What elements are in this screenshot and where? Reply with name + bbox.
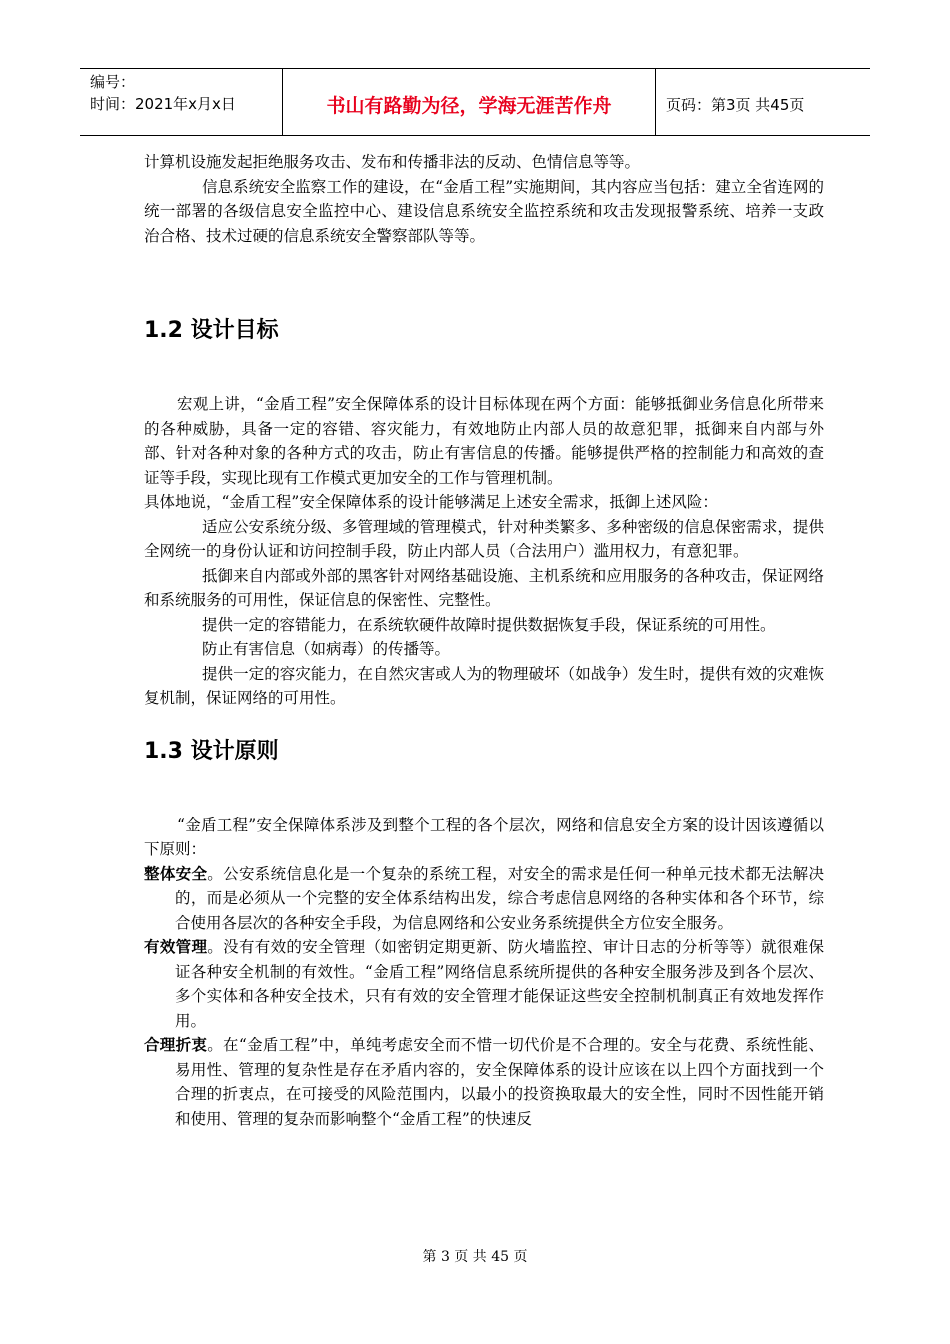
paragraph: 适应公安系统分级、多管理域的管理模式，针对种类繁多、多种密级的信息保密需求，提供全网统一的身份认证和访问控制手段，防止内部人员（合法用户）滥用权力，有意犯罪。 [144, 517, 824, 560]
principle-reasonable-compromise [144, 1033, 824, 1131]
principle-term: 合理折衷 [144, 1036, 208, 1054]
paragraph: 具体地说，“金盾工程”安全保障体系的设计能够满足上述安全需求，抵御上述风险： [144, 493, 718, 511]
header-motto: 书山有路勤为径，学海无涯苦作舟 [282, 69, 656, 135]
header-time: 时间：2021年x月x日 [90, 95, 236, 113]
paragraph: 提供一定的容错能力，在系统软硬件故障时提供数据恢复手段，保证系统的可用性。 [202, 615, 776, 634]
paragraph: 提供一定的容灾能力，在自然灾害或人为的物理破坏（如战争）发生时，提供有效的灾难恢复机制，保证网络的可用性。 [144, 664, 824, 707]
paragraph: 抵御来自内部或外部的黑客针对网络基础设施、主机系统和应用服务的各种攻击，保证网络和系统服务的可用性，保证信息的保密性、完整性。 [144, 566, 824, 609]
header-number: 编号： [90, 73, 136, 91]
principle-text: 。没有有效的安全管理（如密钥定期更新、防火墙监控、审计日志的分析等等）就很难保证各种安全机制的有效性。“金盾工程”网络信息系统所提供的各种安全服务涉及到各个层次、多个实体和各种安全技术，只有有效的安全管理才能保证这些安全控制机制真正有效地发挥作用。 [175, 938, 824, 1030]
principle-text: 。公安系统信息化是一个复杂的系统工程，对安全的需求是任何一种单元技术都无法解决的，而是必须从一个完整的安全体系结构出发，综合考虑信息网络的各种实体和各个环节，综合使用各层次的各种安全手段，为信息网络和公安业务系统提供全方位安全服务。 [175, 864, 824, 932]
page-header [80, 68, 870, 136]
paragraph: 防止有害信息（如病毒）的传播等。 [202, 640, 451, 658]
principle-effective-management [144, 935, 824, 1033]
page-footer: 第 3 页 共 45 页 [422, 1249, 528, 1265]
header-page-info: 页码：第3页 共45页 [666, 95, 805, 114]
paragraph: 宏观上讲，“金盾工程”安全保障体系的设计目标体现在两个方面：能够抵御业务信息化所带来的各种威胁，具备一定的容错、容灾能力，有效地防止内部人员的故意犯罪，抵御来自内部与外部、针对各种对象的各种方式的攻击，防止有害信息的传播。能够提供严格的控制能力和高效的查证等手段，实现比现有工作模式更加安全的工作与管理机制。 [144, 395, 824, 487]
principle-text: 。在“金盾工程”中，单纯考虑安全而不惜一切代价是不合理的。安全与花费、系统性能、易用性、管理的复杂性是存在矛盾内容的，安全保障体系的设计应该在以上四个方面找到一个合理的折衷点，在可接受的风险范围内，以最小的投资换取最大的安全性，同时不因性能开销和使用、管理的复杂而影响整个“金盾工程”的快速反 [175, 1036, 824, 1128]
paragraph: 计算机设施发起拒绝服务攻击、发布和传播非法的反动、色情信息等等。 [144, 153, 641, 171]
header-meta [80, 69, 282, 135]
paragraph: 信息系统安全监察工作的建设，在“金盾工程”实施期间，其内容应当包括：建立全省连网的统一部署的各级信息安全监控中心、建设信息系统安全监控系统和攻击发现报警系统、培养一支政治合格、技术过硬的信息系统安全警察部队等等。 [144, 177, 824, 245]
principle-overall-security [144, 862, 824, 936]
section-heading-1-3: 1.3 设计原则 [144, 738, 279, 764]
section-heading-1-2: 1.2 设计目标 [144, 318, 279, 343]
principle-term: 有效管理 [144, 938, 208, 956]
page-content [144, 150, 824, 1131]
paragraph: “金盾工程”安全保障体系涉及到整个工程的各个层次，网络和信息安全方案的设计因该遵循以下原则： [144, 815, 824, 858]
principle-term: 整体安全 [144, 864, 208, 883]
